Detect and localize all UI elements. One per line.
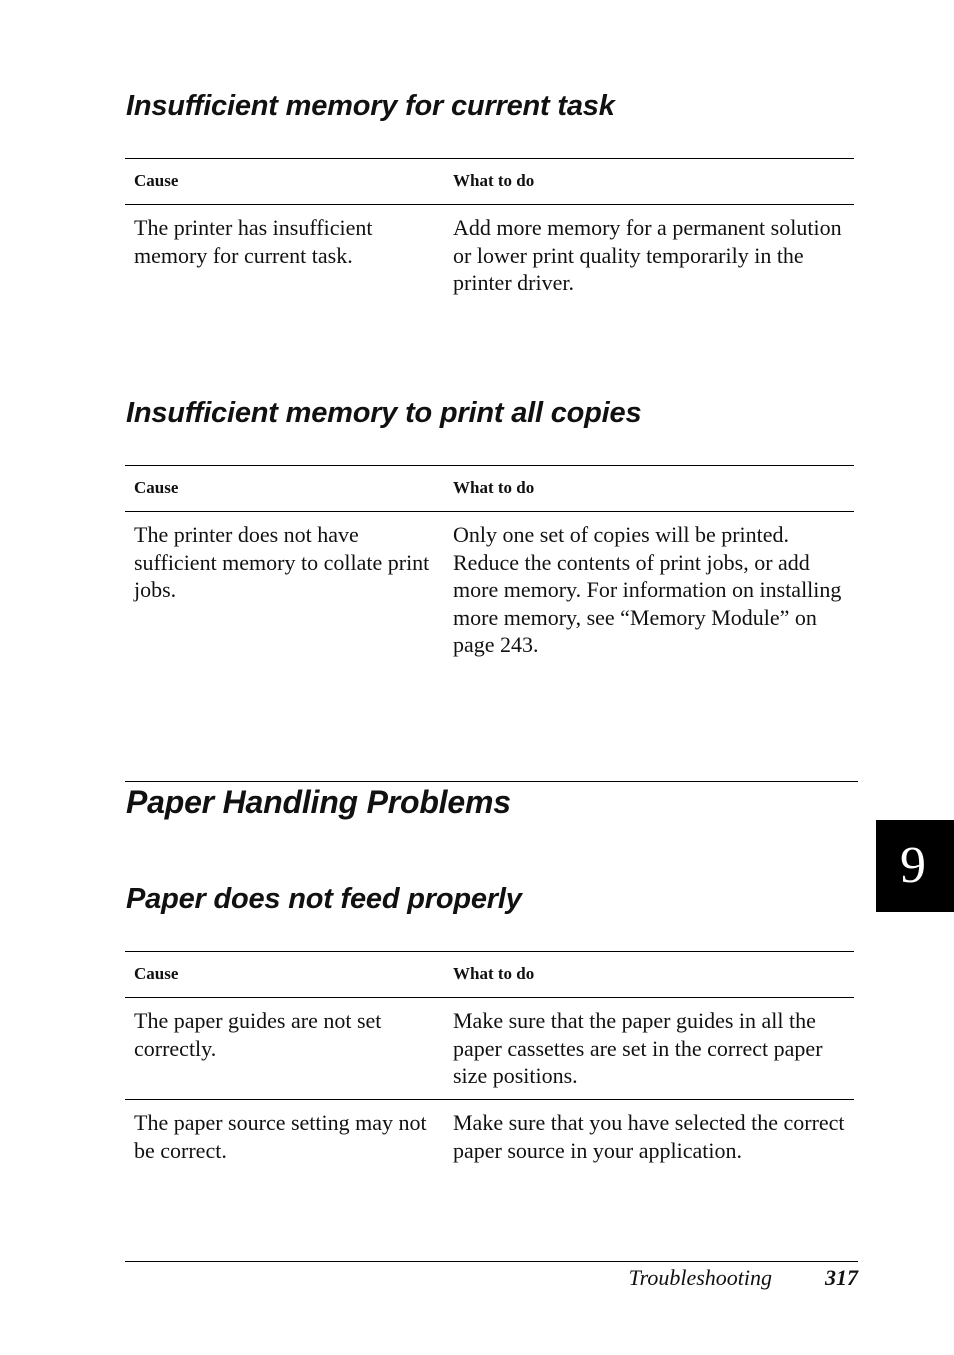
chapter-rule [125,781,858,782]
table-row [125,998,854,1100]
column-header-what-to-do: What to do [453,964,535,983]
cause-table [125,951,854,1200]
column-header-cause: Cause [134,171,179,190]
cause-cell: The printer does not have sufficient memory to collate print jobs. [134,522,430,602]
cause-table [125,158,854,305]
table-row [125,205,854,305]
page-number: 317 [825,1265,858,1290]
table-header [125,158,854,205]
section-heading: Insufficient memory to print all copies [126,397,642,429]
table-row [125,1100,854,1200]
action-cell: Only one set of copies will be printed. Reduce the contents of print jobs, or add more memory. For information on installing more memory, see “Memory Module” on page 243. [453,522,842,657]
column-header-cause: Cause [134,478,179,497]
table-header [125,951,854,998]
section-heading: Paper does not feed properly [126,883,522,915]
footer-rule [125,1261,858,1262]
action-cell: Make sure that you have selected the correct paper source in your application. [453,1110,845,1163]
cause-cell: The paper guides are not set correctly. [134,1008,382,1061]
cause-cell: The paper source setting may not be correct. [134,1110,427,1163]
action-cell: Add more memory for a permanent solution or lower print quality temporarily in the printer driver. [453,215,842,295]
cause-cell: The printer has insufficient memory for current task. [134,215,373,268]
action-cell: Make sure that the paper guides in all the paper cassettes are set in the correct paper size positions. [453,1008,823,1088]
cause-table [125,465,854,672]
section-heading: Insufficient memory for current task [126,90,615,122]
column-header-what-to-do: What to do [453,478,535,497]
table-header [125,465,854,512]
table-row [125,512,854,672]
chapter-tab: 9 [876,820,954,912]
chapter-heading: Paper Handling Problems [126,784,511,820]
column-header-what-to-do: What to do [453,171,535,190]
column-header-cause: Cause [134,964,179,983]
footer-section-label: Troubleshooting [628,1265,772,1290]
